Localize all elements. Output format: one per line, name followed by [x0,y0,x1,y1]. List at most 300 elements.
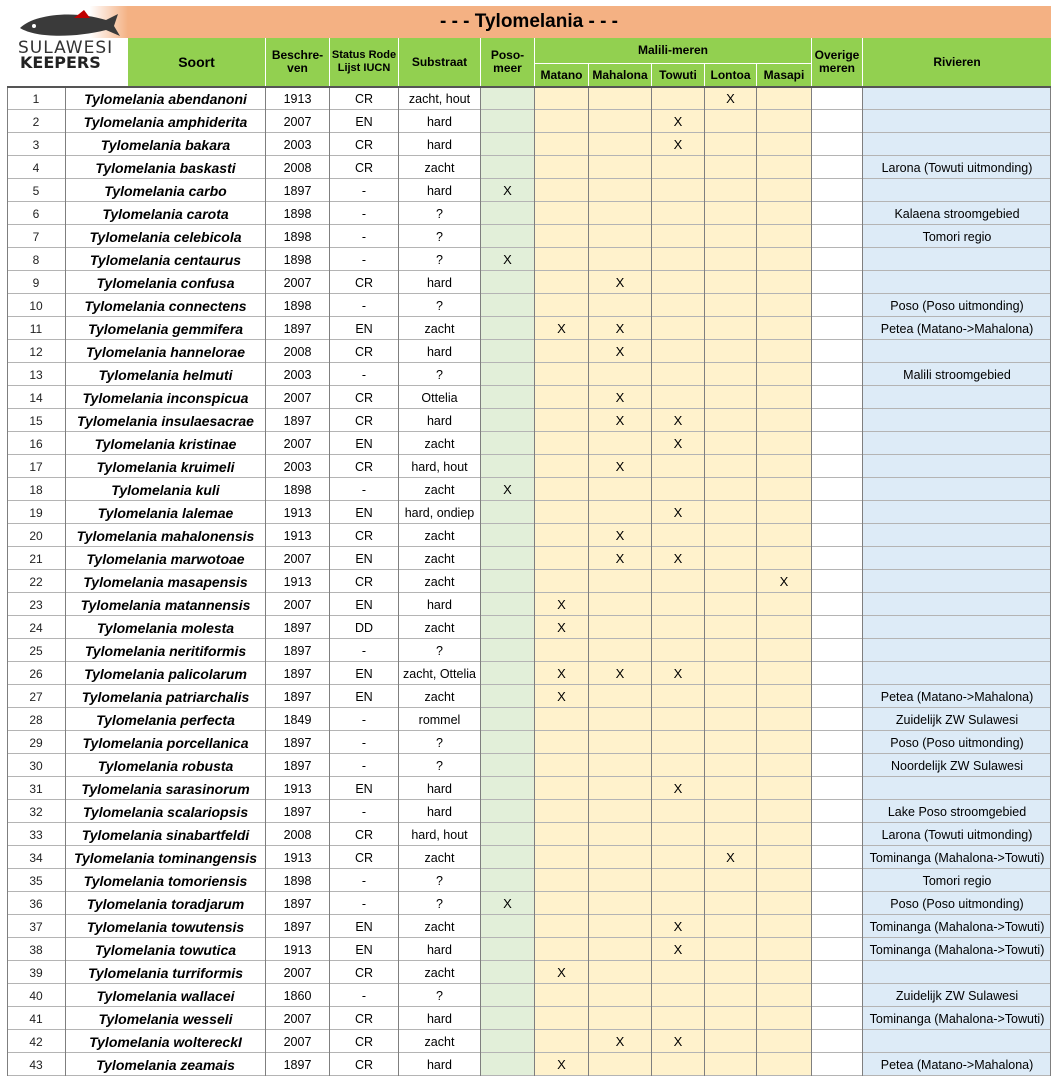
year-described: 1897 [283,413,312,428]
river: Tominanga (Mahalona->Towuti) [863,938,1051,961]
poso-mark [481,340,534,363]
year-described: 2008 [283,827,312,842]
towuti-mark: X [652,547,704,570]
poso-mark [481,846,534,869]
masapi-mark [757,1053,811,1076]
other-lakes-mark [812,1007,862,1030]
poso-mark [481,386,534,409]
row-number: 35 [29,873,43,888]
matano-mark [535,87,588,110]
substrate: hard [426,413,453,428]
column-divider [811,87,812,1076]
river: Poso (Poso uitmonding) [863,731,1051,754]
other-lakes-mark [812,409,862,432]
species-name: Tylomelania woltereckI [89,1033,242,1050]
row-number: 36 [29,896,43,911]
year-described: 1898 [283,482,312,497]
row-number: 42 [29,1034,43,1049]
substrate: hard [426,804,453,819]
mahalona-mark [589,800,651,823]
iucn-status: - [361,873,367,888]
iucn-status: CR [354,965,374,980]
other-lakes-mark [812,731,862,754]
lontoa-mark [705,363,756,386]
poso-mark [481,823,534,846]
matano-mark [535,1007,588,1030]
poso-mark [481,363,534,386]
river: Tomori regio [863,869,1051,892]
row-number: 38 [29,942,43,957]
species-name: Tylomelania perfecta [96,711,235,728]
year-described: 2007 [283,597,312,612]
lontoa-mark [705,110,756,133]
other-lakes-mark [812,708,862,731]
towuti-mark: X [652,1030,704,1053]
lontoa-mark [705,248,756,271]
column-divider [329,87,330,1076]
towuti-mark: X [652,662,704,685]
lontoa-mark [705,455,756,478]
lontoa-mark [705,754,756,777]
year-described: 1913 [283,850,312,865]
substrate: zacht, hout [408,91,471,106]
river [863,547,1051,570]
river [863,110,1051,133]
column-divider [1050,87,1051,1076]
river: Zuidelijk ZW Sulawesi [863,984,1051,1007]
river [863,570,1051,593]
year-described: 1913 [283,91,312,106]
mahalona-mark: X [589,662,651,685]
river: Noordelijk ZW Sulawesi [863,754,1051,777]
mahalona-mark [589,110,651,133]
mahalona-mark [589,478,651,501]
species-name: Tylomelania patriarchalis [81,688,250,705]
poso-mark [481,547,534,570]
matano-mark [535,501,588,524]
lontoa-mark [705,225,756,248]
year-described: 2007 [283,551,312,566]
other-lakes-mark [812,846,862,869]
year-described: 1897 [283,896,312,911]
towuti-mark [652,984,704,1007]
masapi-mark [757,754,811,777]
other-lakes-mark [812,248,862,271]
mahalona-mark [589,133,651,156]
substrate: ? [436,298,443,313]
substrate: zacht [424,689,455,704]
other-lakes-mark [812,616,862,639]
substrate: hard [426,183,453,198]
river [863,478,1051,501]
row-number: 17 [29,459,43,474]
lontoa-mark [705,731,756,754]
iucn-status: CR [354,275,374,290]
iucn-status: CR [354,1034,374,1049]
mahalona-mark [589,202,651,225]
masapi-mark [757,225,811,248]
header-poso: Poso-meer [481,38,534,86]
towuti-mark: X [652,915,704,938]
matano-mark [535,478,588,501]
species-name: Tylomelania masapensis [83,573,248,590]
substrate: ? [436,252,443,267]
row-number: 31 [29,781,43,796]
other-lakes-mark [812,777,862,800]
substrate: hard [426,597,453,612]
substrate: zacht [424,528,455,543]
matano-mark [535,294,588,317]
lontoa-mark [705,501,756,524]
species-name: Tylomelania kruimeli [96,458,235,475]
mahalona-mark [589,892,651,915]
towuti-mark [652,616,704,639]
column-divider [651,87,652,1076]
logo-text-sulawesi: SULAWESI [18,38,114,58]
poso-mark [481,202,534,225]
matano-mark [535,754,588,777]
year-described: 1913 [283,505,312,520]
substrate: zacht [424,436,455,451]
year-described: 1897 [283,620,312,635]
header-rivieren: Rivieren [863,38,1051,86]
mahalona-mark [589,685,651,708]
mahalona-mark [589,179,651,202]
other-lakes-mark [812,294,862,317]
matano-mark [535,570,588,593]
masapi-mark [757,639,811,662]
species-name: Tylomelania abendanoni [84,90,247,107]
matano-mark [535,892,588,915]
towuti-mark [652,708,704,731]
iucn-status: - [361,206,367,221]
lontoa-mark: X [705,87,756,110]
river: Larona (Towuti uitmonding) [863,823,1051,846]
river [863,248,1051,271]
other-lakes-mark [812,156,862,179]
mahalona-mark [589,501,651,524]
towuti-mark [652,800,704,823]
other-lakes-mark [812,455,862,478]
lontoa-mark [705,869,756,892]
mahalona-mark [589,731,651,754]
year-described: 1897 [283,643,312,658]
mahalona-mark [589,777,651,800]
towuti-mark [652,892,704,915]
row-number: 5 [32,183,40,198]
substrate: ? [436,735,443,750]
row-number: 20 [29,528,43,543]
river [863,340,1051,363]
masapi-mark [757,731,811,754]
matano-mark [535,340,588,363]
iucn-status: - [361,367,367,382]
river [863,386,1051,409]
poso-mark [481,570,534,593]
row-number: 3 [32,137,40,152]
species-name: Tylomelania molesta [96,619,235,636]
iucn-status: EN [355,551,373,566]
masapi-mark [757,363,811,386]
other-lakes-mark [812,800,862,823]
masapi-mark [757,501,811,524]
matano-mark [535,938,588,961]
mahalona-mark: X [589,409,651,432]
row-number: 21 [29,551,43,566]
mahalona-mark [589,87,651,110]
poso-mark [481,317,534,340]
other-lakes-mark [812,915,862,938]
river [863,777,1051,800]
lontoa-mark [705,915,756,938]
poso-mark [481,685,534,708]
row-number: 26 [29,666,43,681]
mahalona-mark [589,639,651,662]
row-number: 9 [32,275,40,290]
header-overige: Overige meren [812,38,862,86]
other-lakes-mark [812,87,862,110]
species-name: Tylomelania baskasti [95,159,236,176]
river [863,179,1051,202]
year-described: 2007 [283,390,312,405]
poso-mark [481,294,534,317]
year-described: 2007 [283,965,312,980]
masapi-mark [757,777,811,800]
river: Poso (Poso uitmonding) [863,294,1051,317]
masapi-mark [757,685,811,708]
year-described: 1849 [283,712,312,727]
towuti-mark [652,363,704,386]
iucn-status: CR [354,91,374,106]
substrate: ? [436,206,443,221]
mahalona-mark [589,593,651,616]
substrate: hard [426,114,453,129]
matano-mark [535,708,588,731]
river: Tomori regio [863,225,1051,248]
poso-mark [481,662,534,685]
masapi-mark [757,432,811,455]
river [863,432,1051,455]
year-described: 1913 [283,574,312,589]
other-lakes-mark [812,340,862,363]
year-described: 2003 [283,137,312,152]
towuti-mark [652,386,704,409]
poso-mark [481,1007,534,1030]
other-lakes-mark [812,317,862,340]
matano-mark [535,271,588,294]
matano-mark [535,225,588,248]
matano-mark: X [535,685,588,708]
year-described: 1898 [283,298,312,313]
towuti-mark [652,340,704,363]
matano-mark: X [535,662,588,685]
species-name: Tylomelania centaurus [89,251,242,268]
iucn-status: EN [355,505,373,520]
lontoa-mark [705,340,756,363]
species-name: Tylomelania towutica [94,941,237,958]
matano-mark: X [535,317,588,340]
species-name: Tylomelania palicolarum [84,665,247,682]
matano-mark [535,455,588,478]
species-name: Tylomelania insulaesacrae [77,412,254,429]
other-lakes-mark [812,110,862,133]
mahalona-mark [589,846,651,869]
towuti-mark [652,317,704,340]
species-name: Tylomelania tomoriensis [83,872,248,889]
substrate: zacht [424,321,455,336]
mahalona-mark [589,1007,651,1030]
matano-mark [535,156,588,179]
substrate: hard, ondiep [404,505,475,520]
iucn-status: DD [354,620,374,635]
masapi-mark [757,156,811,179]
row-number: 39 [29,965,43,980]
matano-mark [535,639,588,662]
year-described: 1898 [283,206,312,221]
matano-mark [535,386,588,409]
species-name: Tylomelania carota [102,205,229,222]
substrate: zacht [424,850,455,865]
year-described: 1897 [283,735,312,750]
species-name: Tylomelania porcellanica [82,734,249,751]
iucn-status: CR [354,528,374,543]
year-described: 2007 [283,114,312,129]
lontoa-mark [705,823,756,846]
river: Zuidelijk ZW Sulawesi [863,708,1051,731]
iucn-status: - [361,804,367,819]
poso-mark [481,915,534,938]
row-number: 2 [32,114,40,129]
towuti-mark: X [652,409,704,432]
poso-mark [481,501,534,524]
towuti-mark [652,478,704,501]
matano-mark [535,524,588,547]
year-described: 1898 [283,873,312,888]
river: Petea (Matano->Mahalona) [863,317,1051,340]
towuti-mark: X [652,938,704,961]
row-number: 28 [29,712,43,727]
river [863,616,1051,639]
substrate: zacht [424,620,455,635]
towuti-mark [652,961,704,984]
masapi-mark [757,1007,811,1030]
row-number: 29 [29,735,43,750]
towuti-mark [652,846,704,869]
row-number: 12 [29,344,43,359]
towuti-mark: X [652,777,704,800]
lontoa-mark [705,202,756,225]
species-name: Tylomelania robusta [97,757,234,774]
matano-mark [535,984,588,1007]
matano-mark [535,110,588,133]
year-described: 1897 [283,321,312,336]
substrate: hard [426,344,453,359]
species-name: Tylomelania neritiformis [84,642,247,659]
year-described: 2008 [283,344,312,359]
poso-mark: X [481,248,534,271]
substrate: ? [436,643,443,658]
iucn-status: CR [354,390,374,405]
species-name: Tylomelania matannensis [80,596,251,613]
river [863,87,1051,110]
year-described: 1897 [283,1057,312,1072]
masapi-mark [757,524,811,547]
row-number: 10 [29,298,43,313]
river [863,593,1051,616]
year-described: 2007 [283,275,312,290]
year-described: 1860 [283,988,312,1003]
masapi-mark [757,547,811,570]
iucn-status: CR [354,160,374,175]
poso-mark [481,1053,534,1076]
row-number: 24 [29,620,43,635]
substrate: zacht, Ottelia [403,666,476,681]
year-described: 1898 [283,252,312,267]
row-number: 13 [29,367,43,382]
towuti-mark [652,869,704,892]
poso-mark [481,524,534,547]
species-name: Tylomelania sarasinorum [81,780,250,797]
mahalona-mark [589,869,651,892]
lontoa-mark [705,156,756,179]
iucn-status: - [361,183,367,198]
mahalona-mark: X [589,1030,651,1053]
towuti-mark [652,294,704,317]
lontoa-mark [705,662,756,685]
matano-mark [535,202,588,225]
river [863,1030,1051,1053]
iucn-status: - [361,735,367,750]
iucn-status: EN [355,942,373,957]
lontoa-mark [705,386,756,409]
iucn-status: EN [355,436,373,451]
mahalona-mark [589,938,651,961]
lontoa-mark [705,317,756,340]
row-number: 33 [29,827,43,842]
row-number: 19 [29,505,43,520]
year-described: 2007 [283,1011,312,1026]
substrate: rommel [418,712,461,727]
river [863,524,1051,547]
matano-mark [535,248,588,271]
mahalona-mark: X [589,386,651,409]
towuti-mark [652,570,704,593]
other-lakes-mark [812,639,862,662]
other-lakes-mark [812,547,862,570]
species-name: Tylomelania hannelorae [86,343,245,360]
year-described: 1913 [283,942,312,957]
masapi-mark [757,409,811,432]
river: Tominanga (Mahalona->Towuti) [863,846,1051,869]
species-name: Tylomelania tominangensis [73,849,258,866]
substrate: ? [436,758,443,773]
poso-mark [481,984,534,1007]
river: Tominanga (Mahalona->Towuti) [863,1007,1051,1030]
lontoa-mark [705,570,756,593]
towuti-mark [652,823,704,846]
matano-mark [535,846,588,869]
matano-mark [535,869,588,892]
other-lakes-mark [812,869,862,892]
iucn-status: EN [355,666,373,681]
other-lakes-mark [812,225,862,248]
species-name: Tylomelania lalemae [97,504,234,521]
towuti-mark [652,1007,704,1030]
towuti-mark [652,593,704,616]
towuti-mark: X [652,501,704,524]
column-divider [480,87,481,1076]
mahalona-mark [589,984,651,1007]
